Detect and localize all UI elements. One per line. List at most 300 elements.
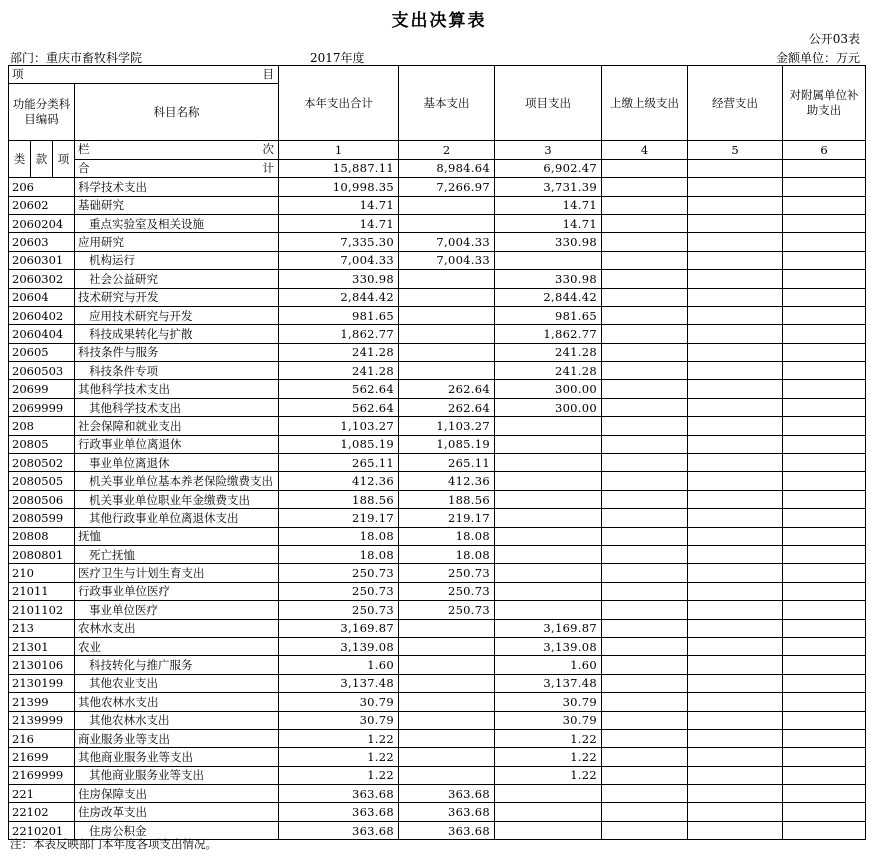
he-label: 合 [78,160,90,175]
upper-cell [602,821,688,839]
xiang-mu-header [9,66,279,84]
total-value: 8,984.64 [399,159,495,177]
upper-cell [602,619,688,637]
col-number: 6 [783,141,866,159]
basic-cell: 18.08 [399,527,495,545]
col-subsidy-header: 对附属单位补助支出 [783,66,866,141]
subject-name-cell: 社会保障和就业支出 [75,417,279,435]
table-row [9,582,866,600]
col-project-header: 项目支出 [495,66,602,141]
total-value [602,159,688,177]
project-cell [495,435,602,453]
func-code-cell: 2139999 [9,711,75,729]
func-code-cell: 20604 [9,288,75,306]
amount-unit: 金额单位：万元 [775,51,860,65]
project-cell [495,454,602,472]
upper-cell [602,693,688,711]
project-cell: 3,731.39 [495,178,602,196]
upper-cell [602,656,688,674]
business-cell [688,748,783,766]
subsidy-cell [783,398,866,416]
table-row [9,766,866,784]
business-cell [688,564,783,582]
upper-cell [602,362,688,380]
subsidy-cell [783,306,866,324]
total-cell: 265.11 [279,454,399,472]
basic-cell [399,674,495,692]
subsidy-cell [783,785,866,803]
subsidy-cell [783,325,866,343]
basic-cell [399,343,495,361]
subsidy-cell [783,693,866,711]
expenditure-table [8,65,866,840]
subsidy-cell [783,619,866,637]
func-code-cell: 2169999 [9,766,75,784]
project-cell [495,582,602,600]
basic-cell: 18.08 [399,545,495,563]
project-cell [495,472,602,490]
ci-label: 次 [262,142,274,157]
project-cell [495,803,602,821]
business-cell [688,325,783,343]
table-row [9,545,866,563]
page-title: 支出决算表 [391,11,487,31]
subject-name-cell: 科技条件专项 [75,362,279,380]
subsidy-cell [783,178,866,196]
mu-label: 目 [262,67,274,81]
project-cell [495,601,602,619]
xiang-header: 项 [53,141,75,178]
subsidy-cell [783,270,866,288]
basic-cell: 1,085.19 [399,435,495,453]
total-cell: 363.68 [279,821,399,839]
func-code-cell: 20602 [9,196,75,214]
subject-name-cell: 住房改革支出 [75,803,279,821]
total-cell: 3,137.48 [279,674,399,692]
col-number: 5 [688,141,783,159]
total-cell: 188.56 [279,490,399,508]
upper-cell [602,454,688,472]
func-code-cell: 20805 [9,435,75,453]
func-code-cell: 21699 [9,748,75,766]
business-cell [688,693,783,711]
func-code-cell: 2060404 [9,325,75,343]
subsidy-cell [783,417,866,435]
subsidy-cell [783,711,866,729]
table-row [9,619,866,637]
basic-cell: 219.17 [399,509,495,527]
basic-cell [399,288,495,306]
total-cell: 981.65 [279,306,399,324]
table-row [9,288,866,306]
table-row [9,601,866,619]
upper-cell [602,527,688,545]
business-cell [688,674,783,692]
business-cell [688,803,783,821]
total-cell: 10,998.35 [279,178,399,196]
business-cell [688,711,783,729]
business-cell [688,527,783,545]
subject-name-cell: 其他农林水支出 [75,693,279,711]
func-code-cell: 2069999 [9,398,75,416]
basic-cell: 7,266.97 [399,178,495,196]
subject-name-cell: 住房公积金 [75,821,279,839]
upper-cell [602,435,688,453]
basic-cell: 250.73 [399,582,495,600]
business-cell [688,545,783,563]
basic-cell: 1,103.27 [399,417,495,435]
subsidy-cell [783,380,866,398]
func-code-cell: 20808 [9,527,75,545]
project-cell: 241.28 [495,343,602,361]
subject-name-cell: 科学技术支出 [75,178,279,196]
footnote: 注：本表反映部门本年度各项支出情况。 [10,837,217,851]
header-row-1 [9,66,866,84]
project-cell: 1.22 [495,748,602,766]
table-row [9,454,866,472]
subject-name-cell: 其他农业支出 [75,674,279,692]
func-code-cell: 206 [9,178,75,196]
subsidy-cell [783,582,866,600]
subject-name-cell: 商业服务业等支出 [75,729,279,747]
project-cell: 330.98 [495,233,602,251]
lan-ci-cell [75,141,279,159]
subsidy-cell [783,637,866,655]
subsidy-cell [783,545,866,563]
subsidy-cell [783,251,866,269]
subject-name-cell: 农业 [75,637,279,655]
table-row [9,362,866,380]
total-cell: 3,139.08 [279,637,399,655]
basic-cell [399,637,495,655]
total-cell: 250.73 [279,601,399,619]
basic-cell [399,196,495,214]
column-number-row [9,141,866,159]
func-code-cell: 2130106 [9,656,75,674]
total-cell: 2,844.42 [279,288,399,306]
total-cell: 363.68 [279,785,399,803]
total-cell: 30.79 [279,711,399,729]
project-cell: 3,137.48 [495,674,602,692]
func-code-cell: 2060301 [9,251,75,269]
table-row [9,656,866,674]
subject-name-cell: 基础研究 [75,196,279,214]
subsidy-cell [783,472,866,490]
subject-name-cell: 其他科学技术支出 [75,398,279,416]
basic-cell [399,711,495,729]
business-cell [688,196,783,214]
project-cell [495,527,602,545]
func-code-cell: 221 [9,785,75,803]
business-cell [688,288,783,306]
total-cell: 30.79 [279,693,399,711]
func-code-cell: 213 [9,619,75,637]
table-row [9,748,866,766]
project-cell [495,490,602,508]
basic-cell: 7,004.33 [399,233,495,251]
business-cell [688,233,783,251]
lan-label: 栏 [78,142,90,157]
basic-cell [399,693,495,711]
project-cell: 3,169.87 [495,619,602,637]
subject-name-cell: 抚恤 [75,527,279,545]
subsidy-cell [783,656,866,674]
project-cell: 3,139.08 [495,637,602,655]
func-code-cell: 20603 [9,233,75,251]
upper-cell [602,490,688,508]
total-cell: 1.22 [279,748,399,766]
project-cell: 14.71 [495,196,602,214]
business-cell [688,656,783,674]
func-code-cell: 21011 [9,582,75,600]
table-row [9,490,866,508]
subsidy-cell [783,343,866,361]
project-cell [495,785,602,803]
business-cell [688,619,783,637]
upper-cell [602,288,688,306]
subject-name-cell: 死亡抚恤 [75,545,279,563]
upper-cell [602,729,688,747]
table-row [9,214,866,232]
func-code-cell: 20605 [9,343,75,361]
subject-name-cell: 机关事业单位职业年金缴费支出 [75,490,279,508]
project-cell: 981.65 [495,306,602,324]
subject-name-cell: 医疗卫生与计划生育支出 [75,564,279,582]
subject-name-cell: 科技转化与推广服务 [75,656,279,674]
subject-name-cell: 应用研究 [75,233,279,251]
table-row [9,417,866,435]
col-business-header: 经营支出 [688,66,783,141]
business-cell [688,785,783,803]
basic-cell [399,766,495,784]
business-cell [688,398,783,416]
subject-name-cell: 其他农林水支出 [75,711,279,729]
func-code-cell: 21399 [9,693,75,711]
project-cell: 30.79 [495,693,602,711]
total-cell: 1,103.27 [279,417,399,435]
project-cell [495,509,602,527]
subject-name-cell: 行政事业单位医疗 [75,582,279,600]
upper-cell [602,803,688,821]
fiscal-year: 2017年度 [310,51,365,65]
subject-name-cell: 其他商业服务业等支出 [75,766,279,784]
upper-cell [602,564,688,582]
grand-total-row [9,159,866,177]
business-cell [688,490,783,508]
project-cell: 30.79 [495,711,602,729]
table-row [9,472,866,490]
table-row [9,343,866,361]
table-row [9,325,866,343]
project-cell [495,545,602,563]
table-row [9,637,866,655]
he-ji-cell [75,159,279,177]
form-code: 公开03表 [808,32,860,46]
table-row [9,527,866,545]
kuan-header: 款 [31,141,53,178]
subject-name-cell: 机构运行 [75,251,279,269]
subsidy-cell [783,748,866,766]
upper-cell [602,270,688,288]
table-row [9,509,866,527]
basic-cell: 262.64 [399,380,495,398]
col-number: 3 [495,141,602,159]
table-row [9,785,866,803]
upper-cell [602,472,688,490]
func-code-cell: 2080505 [9,472,75,490]
table-row [9,178,866,196]
col-upper-header: 上缴上级支出 [602,66,688,141]
subject-name-cell: 事业单位医疗 [75,601,279,619]
upper-cell [602,380,688,398]
total-cell: 1.22 [279,766,399,784]
basic-cell: 188.56 [399,490,495,508]
total-cell: 1,862.77 [279,325,399,343]
business-cell [688,270,783,288]
upper-cell [602,766,688,784]
func-code-cell: 2080506 [9,490,75,508]
total-cell: 241.28 [279,343,399,361]
subject-name-cell: 机关事业单位基本养老保险缴费支出 [75,472,279,490]
project-cell: 1.22 [495,729,602,747]
subsidy-cell [783,435,866,453]
subject-name-cell: 住房保障支出 [75,785,279,803]
business-cell [688,601,783,619]
total-cell: 412.36 [279,472,399,490]
table-row [9,693,866,711]
xiang-label: 项 [12,67,24,81]
total-cell: 363.68 [279,803,399,821]
upper-cell [602,233,688,251]
upper-cell [602,214,688,232]
subsidy-cell [783,729,866,747]
basic-cell: 250.73 [399,564,495,582]
lei-header: 类 [9,141,31,178]
upper-cell [602,251,688,269]
func-code-cell: 2060204 [9,214,75,232]
project-cell: 1.60 [495,656,602,674]
basic-cell: 7,004.33 [399,251,495,269]
total-value: 6,902.47 [495,159,602,177]
total-cell: 1,085.19 [279,435,399,453]
func-code-cell: 2060402 [9,306,75,324]
total-cell: 250.73 [279,582,399,600]
subsidy-cell [783,233,866,251]
upper-cell [602,748,688,766]
subsidy-cell [783,803,866,821]
upper-cell [602,785,688,803]
subject-name-cell: 社会公益研究 [75,270,279,288]
col-total-header: 本年支出合计 [279,66,399,141]
upper-cell [602,509,688,527]
total-value [688,159,783,177]
subsidy-cell [783,362,866,380]
business-cell [688,417,783,435]
total-cell: 219.17 [279,509,399,527]
business-cell [688,362,783,380]
subject-name-header: 科目名称 [75,84,279,141]
business-cell [688,435,783,453]
subject-name-cell: 其他商业服务业等支出 [75,748,279,766]
subject-name-cell: 事业单位离退休 [75,454,279,472]
upper-cell [602,306,688,324]
business-cell [688,343,783,361]
total-cell: 7,335.30 [279,233,399,251]
total-cell: 1.60 [279,656,399,674]
basic-cell: 265.11 [399,454,495,472]
table-row [9,729,866,747]
table-row [9,674,866,692]
subsidy-cell [783,509,866,527]
table-row [9,251,866,269]
upper-cell [602,582,688,600]
func-code-cell: 21301 [9,637,75,655]
subsidy-cell [783,674,866,692]
total-cell: 18.08 [279,527,399,545]
business-cell [688,178,783,196]
subject-name-cell: 其他行政事业单位离退休支出 [75,509,279,527]
basic-cell: 363.68 [399,821,495,839]
subsidy-cell [783,490,866,508]
func-code-cell: 2080599 [9,509,75,527]
project-cell [495,564,602,582]
basic-cell: 250.73 [399,601,495,619]
business-cell [688,251,783,269]
business-cell [688,509,783,527]
basic-cell [399,619,495,637]
upper-cell [602,398,688,416]
subject-name-cell: 重点实验室及相关设施 [75,214,279,232]
business-cell [688,729,783,747]
table-row [9,380,866,398]
upper-cell [602,343,688,361]
subsidy-cell [783,564,866,582]
project-cell: 241.28 [495,362,602,380]
table-row [9,196,866,214]
basic-cell [399,325,495,343]
func-code-header: 功能分类科目编码 [9,84,75,141]
func-code-cell: 20699 [9,380,75,398]
upper-cell [602,178,688,196]
table-row [9,435,866,453]
project-cell: 2,844.42 [495,288,602,306]
total-cell: 14.71 [279,196,399,214]
project-cell: 14.71 [495,214,602,232]
upper-cell [602,196,688,214]
total-cell: 562.64 [279,398,399,416]
subsidy-cell [783,196,866,214]
func-code-cell: 2130199 [9,674,75,692]
upper-cell [602,637,688,655]
subsidy-cell [783,288,866,306]
func-code-cell: 2060302 [9,270,75,288]
table-row [9,270,866,288]
upper-cell [602,325,688,343]
subsidy-cell [783,821,866,839]
business-cell [688,821,783,839]
total-cell: 18.08 [279,545,399,563]
basic-cell [399,270,495,288]
business-cell [688,637,783,655]
business-cell [688,306,783,324]
func-code-cell: 22102 [9,803,75,821]
basic-cell [399,214,495,232]
subject-name-cell: 农林水支出 [75,619,279,637]
total-cell: 3,169.87 [279,619,399,637]
upper-cell [602,674,688,692]
func-code-cell: 208 [9,417,75,435]
basic-cell [399,362,495,380]
